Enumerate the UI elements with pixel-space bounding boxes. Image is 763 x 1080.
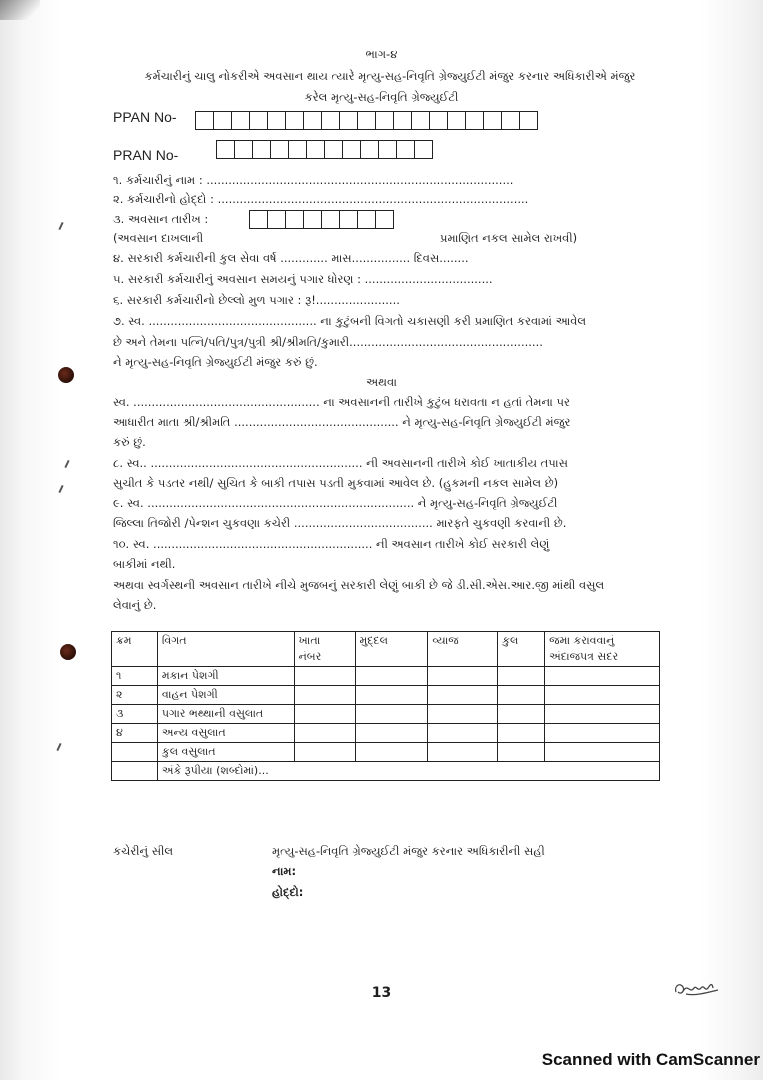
- digit-box: [375, 210, 394, 229]
- name-label: નામ:: [272, 864, 297, 878]
- margin-mark: [56, 743, 61, 751]
- item-7-line-1: ૭. સ્વ. .............................................. ના કુટુંબની વિગતો ચકાસણી કરી પ્રમાણિત કરવામાં આવેલ: [113, 314, 587, 328]
- margin-mark: [64, 460, 69, 468]
- digit-box: [288, 140, 307, 159]
- digit-box: [378, 140, 397, 159]
- col-header-account-number: ખાતા નંબર: [294, 632, 355, 667]
- digit-box: [357, 111, 376, 130]
- digit-box: [285, 210, 304, 229]
- digit-box: [321, 111, 340, 130]
- row-cell: [545, 686, 660, 705]
- table-row: [112, 724, 660, 743]
- death-date-boxes: [250, 210, 394, 229]
- digit-box: [231, 111, 250, 130]
- row-cell: [428, 724, 498, 743]
- digit-box: [249, 111, 268, 130]
- row-cell: [355, 705, 428, 724]
- item-8-line-2: સુચીત કે પડતર નથી/ સુચિત કે બાકી તપાસ પડતી મુકવામાં આવેલ છે. (હુકમની નકલ સામેલ છે): [113, 476, 559, 490]
- row-cell: [428, 705, 498, 724]
- item-6-last-basic-pay: ૬. સરકારી કર્મચારીનો છેલ્લો મુળ પગાર : રૂ!.......................: [113, 293, 400, 307]
- digit-box: [324, 140, 343, 159]
- row-cell: [428, 667, 498, 686]
- digit-box: [393, 111, 412, 130]
- digit-box: [414, 140, 433, 159]
- digit-box: [375, 111, 394, 130]
- row-serial: ૧: [112, 667, 158, 686]
- table-header-row: [112, 632, 660, 667]
- col-header-serial: ક્રમ: [112, 632, 158, 667]
- row-serial: ૨: [112, 686, 158, 705]
- digit-box: [429, 111, 448, 130]
- row-cell: [294, 686, 355, 705]
- row-details: અન્ય વસુલાત: [157, 724, 294, 743]
- digit-box: [396, 140, 415, 159]
- item-9-line-2: જિલ્લા તિજોરી /પેન્શન ચુકવણા કચેરી ...................................... મારફતે ચુકવણી કરવાની છે.: [113, 516, 567, 530]
- digit-box: [249, 210, 268, 229]
- or-separator: અથવા: [366, 375, 397, 389]
- digit-box: [195, 111, 214, 130]
- pran-label: PRAN No-: [113, 147, 179, 163]
- row-cell: [498, 743, 545, 762]
- digit-box: [411, 111, 430, 130]
- part-heading: ભાગ-૪: [365, 47, 398, 61]
- col-header-total: કુલ: [498, 632, 545, 667]
- table-row: [112, 743, 660, 762]
- item-1-employee-name: ૧. કર્મચારીનું નામ : ....................................................................................: [113, 173, 514, 187]
- or-dues-line-2: લેવાનું છે.: [113, 598, 157, 612]
- item-2-employee-designation: ૨. કર્મચારીનો હોદ્દો : .....................................................................................: [113, 192, 529, 206]
- alternate-line-3: કરું છું.: [113, 435, 146, 449]
- table-row: [112, 667, 660, 686]
- row-serial: [112, 762, 158, 781]
- title-line-1: કર્મચારીનું ચાલુ નોકરીએ અવસાન થાય ત્યારે મૃત્યુ-સહ-નિવૃતિ ગ્રેજ્યુઈટી મંજુર કરનાર અધિકારીએ મંજુર: [144, 69, 636, 83]
- row-cell: [294, 667, 355, 686]
- item-3-note-left: (અવસાન દાખલાની: [113, 231, 204, 245]
- row-details: પગાર ભથ્થાની વસુલાત: [157, 705, 294, 724]
- item-8-line-1: ૮. સ્વ.. .......................................................... ની અવસાનની તારીખે કોઈ ખાતાકીય તપાસ: [113, 456, 568, 470]
- row-cell: [498, 667, 545, 686]
- ppan-label: PPAN No-: [113, 109, 177, 125]
- digit-box: [267, 210, 286, 229]
- table-row-amount-in-words: [112, 762, 660, 781]
- title-line-2: કરેલ મૃત્યુ-સહ-નિવૃતિ ગ્રેજ્યુઈટી: [304, 90, 459, 104]
- office-seal-label: કચેરીનું સીલ: [113, 844, 174, 858]
- digit-box: [342, 140, 361, 159]
- row-details: વાહન પેશગી: [157, 686, 294, 705]
- digit-box: [483, 111, 502, 130]
- digit-box: [285, 111, 304, 130]
- row-cell: [498, 724, 545, 743]
- row-cell: [355, 724, 428, 743]
- row-cell: [545, 743, 660, 762]
- or-dues-line-1: અથવા સ્વર્ગસ્થની અવસાન તારીખે નીચે મુજબનું સરકારી લેણું બાકી છે જે ડી.સી.એસ.આર.જી માંથી વસુલ: [113, 578, 605, 592]
- digit-box: [447, 111, 466, 130]
- row-serial: [112, 743, 158, 762]
- item-3-death-date: ૩. અવસાન તારીખ :: [113, 212, 209, 226]
- digit-box: [339, 210, 358, 229]
- row-cell: [294, 705, 355, 724]
- scan-corner-shadow: [0, 0, 40, 20]
- camscanner-watermark: Scanned with CamScanner: [541, 1050, 760, 1069]
- alternate-line-2: આધારીત માતા શ્રી/શ્રીમતિ ............................................. ને મૃત્યુ-સહ-નિવૃતિ ગ્રેજ્યુઈટી મંજુર: [113, 415, 571, 429]
- row-serial: ૩: [112, 705, 158, 724]
- row-cell: [355, 743, 428, 762]
- digit-box: [303, 210, 322, 229]
- digit-box: [339, 111, 358, 130]
- item-10-line-2: બાકીમાં નથી.: [113, 557, 176, 571]
- margin-mark: [58, 222, 63, 230]
- digit-box: [216, 140, 235, 159]
- row-cell: [545, 724, 660, 743]
- digit-box: [252, 140, 271, 159]
- table-row: [112, 686, 660, 705]
- item-7-line-3: ને મૃત્યુ-સહ-નિવૃતિ ગ્રેજ્યુઈટી મંજુર કરું છું.: [113, 355, 318, 369]
- digit-box: [321, 210, 340, 229]
- row-cell: [498, 686, 545, 705]
- amount-in-words: અંકે રૂપીયા (શબ્દોમાં)...: [157, 762, 659, 781]
- row-cell: [428, 743, 498, 762]
- col-header-details: વિગત: [157, 632, 294, 667]
- row-serial: ૪: [112, 724, 158, 743]
- digit-box: [465, 111, 484, 130]
- row-cell: [428, 686, 498, 705]
- item-10-line-1: ૧૦. સ્વ. ............................................................ ની અવસાન તારીખે કોઈ સરકારી લેણું: [113, 537, 550, 551]
- designation-label: હોદ્દો:: [272, 885, 304, 899]
- row-details: કુલ વસુલાત: [157, 743, 294, 762]
- row-cell: [294, 743, 355, 762]
- pran-number-boxes: [217, 140, 433, 159]
- col-header-interest: વ્યાજ: [428, 632, 498, 667]
- digit-box: [213, 111, 232, 130]
- digit-box: [501, 111, 520, 130]
- row-cell: [545, 705, 660, 724]
- item-9-line-1: ૯. સ્વ. ......................................................................... ને મૃત્યુ-સહ-નિવૃતિ ગ્રેજ્યુઈટી: [113, 496, 558, 510]
- table-row: [112, 705, 660, 724]
- punch-hole: [60, 644, 76, 660]
- digit-box: [234, 140, 253, 159]
- digit-box: [360, 140, 379, 159]
- item-5-pay-scale: ૫. સરકારી કર્મચારીનું અવસાન સમયનું પગાર ધોરણ : ...................................: [113, 272, 493, 286]
- row-cell: [355, 667, 428, 686]
- item-4-total-service: ૪. સરકારી કર્મચારીની કુલ સેવા વર્ષ ............. માસ................ દિવસ........: [113, 251, 469, 265]
- handwritten-signature-icon: [672, 976, 722, 1000]
- row-cell: [294, 724, 355, 743]
- digit-box: [519, 111, 538, 130]
- ppan-number-boxes: [196, 111, 538, 130]
- item-7-line-2: છે અને તેમના પત્નિ/પતિ/પુત્ર/પુત્રી શ્રી/શ્રીમતિ/કુમારી.....................................................: [113, 335, 543, 349]
- government-dues-table: [111, 631, 660, 781]
- digit-box: [357, 210, 376, 229]
- row-cell: [355, 686, 428, 705]
- col-header-principal: મુદ્દલ: [355, 632, 428, 667]
- digit-box: [303, 111, 322, 130]
- alternate-line-1: સ્વ. ................................................... ના અવસાનની તારીખે કુટુંબ ધરાવતા ન હતાં તેમના પર: [113, 395, 570, 409]
- signature-caption: મૃત્યુ-સહ-નિવૃતિ ગ્રેજ્યુઈટી મંજુર કરનાર અધિકારીની સહી: [272, 844, 545, 858]
- item-3-note-right: પ્રમાણિત નકલ સામેલ રાખવી): [440, 231, 578, 245]
- col-header-budget-head: જમા કરાવવાનું અંદાજપત્ર સદર: [545, 632, 660, 667]
- row-cell: [545, 667, 660, 686]
- digit-box: [270, 140, 289, 159]
- page-number: 13: [371, 985, 392, 1001]
- digit-box: [306, 140, 325, 159]
- digit-box: [267, 111, 286, 130]
- row-cell: [498, 705, 545, 724]
- margin-mark: [58, 485, 63, 493]
- row-details: મકાન પેશગી: [157, 667, 294, 686]
